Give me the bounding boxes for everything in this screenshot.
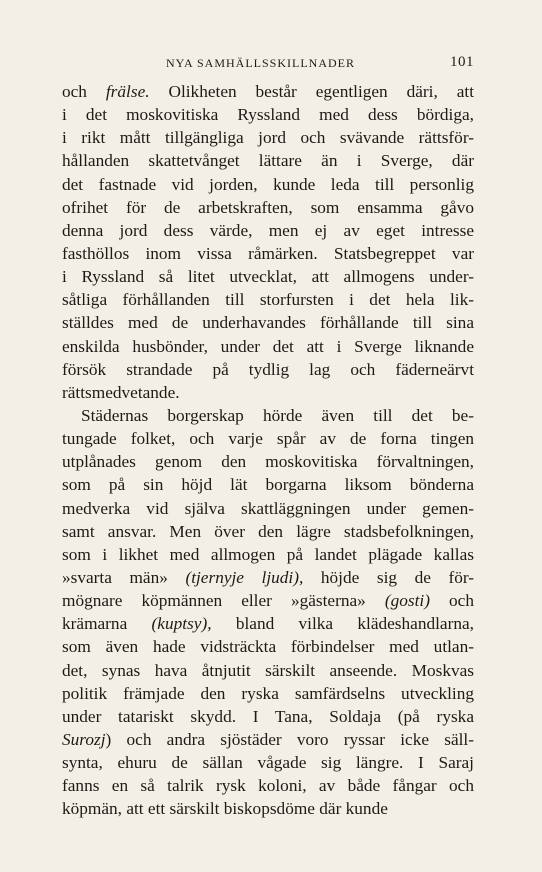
- text-run: enskilda husbönder, under det att i Sverge liknande: [62, 336, 474, 356]
- text-line: [62, 635, 474, 658]
- text-run: och: [429, 591, 474, 611]
- text-run: ) och andra sjöstäder voro ryssar icke säll-: [105, 729, 474, 749]
- text-line: [62, 705, 474, 728]
- text-line: [62, 473, 474, 496]
- text-line: [62, 219, 474, 242]
- text-run: utplånades genom den moskovitiska förvaltningen,: [62, 452, 474, 472]
- text-run: under tatariskt skydd. I Tana, Soldaja (på ryska: [62, 706, 474, 726]
- italic-term: (kuptsy),: [151, 614, 212, 634]
- text-line: [62, 173, 474, 196]
- text-run: fanns en så talrik rysk koloni, av både fångar och: [62, 776, 474, 796]
- text-line: [62, 80, 474, 103]
- text-run: krämarna: [62, 614, 152, 634]
- text-line: [62, 566, 474, 589]
- text-line: [62, 265, 474, 288]
- text-line: [62, 797, 474, 820]
- running-title: NYA SAMHÄLLSSKILLNADER: [166, 56, 356, 70]
- text-line: [62, 543, 474, 566]
- text-run: köpmän, att ett särskilt biskopsdöme där kunde: [62, 799, 388, 819]
- text-line: [62, 427, 474, 450]
- text-line: [62, 311, 474, 334]
- text-line: [62, 288, 474, 311]
- text-line: [62, 196, 474, 219]
- text-run: som även hade vidsträckta förbindelser med utlan-: [62, 637, 474, 657]
- text-run: fasthöllos inom vissa råmärken. Statsbegreppet var: [62, 243, 474, 263]
- text-run: politik främjade den ryska samfärdselns utveckling: [62, 683, 474, 703]
- italic-term: (gosti): [384, 591, 430, 611]
- text-line: [62, 381, 474, 404]
- text-run: ställdes med de underhavandes förhållande till sina: [62, 313, 474, 333]
- body-text: [62, 80, 474, 821]
- text-line: [62, 358, 474, 381]
- text-run: ofrihet för de arbetskraften, som ensamma gåvo: [62, 197, 474, 217]
- text-line: [62, 149, 474, 172]
- text-line: [62, 774, 474, 797]
- text-line: [62, 520, 474, 543]
- text-run: i det moskovitiska Ryssland med dess bördiga,: [62, 105, 474, 125]
- text-run: »svarta män»: [62, 567, 186, 587]
- running-head: [62, 54, 474, 74]
- italic-term: frälse.: [105, 82, 150, 101]
- text-run: höjde sig de för-: [303, 567, 475, 587]
- text-run: som i likhet med allmogen på landet plägade kallas: [62, 544, 474, 564]
- text-line: [62, 612, 474, 635]
- text-line: [62, 497, 474, 520]
- text-run: i Ryssland så litet utvecklat, att allmogens under-: [62, 267, 474, 287]
- italic-term: Surozj: [62, 729, 106, 749]
- text-run: bland vilka klädeshandlarna,: [211, 614, 474, 634]
- text-run: mögnare köpmännen eller »gästerna»: [62, 591, 385, 611]
- text-run: rättsmedvetande.: [62, 382, 180, 402]
- text-line: [62, 404, 474, 427]
- page-number: 101: [450, 54, 474, 70]
- text-line: [62, 126, 474, 149]
- text-run: hållanden skattetvånget lättare än i Sverge, där: [62, 151, 474, 171]
- text-line: [62, 450, 474, 473]
- text-run: Städernas borgerskap hörde även till det be-: [81, 405, 474, 425]
- text-run: och: [62, 82, 106, 101]
- text-run: medverka vid själva skattläggningen under gemen-: [62, 498, 474, 518]
- text-line: [62, 335, 474, 358]
- text-line: [62, 682, 474, 705]
- text-run: denna jord dess värde, men ej av eget intresse: [62, 220, 474, 240]
- text-line: [62, 659, 474, 682]
- text-line: [62, 728, 474, 751]
- text-run: i rikt mått tillgängliga jord och svävande rättsför-: [62, 128, 474, 148]
- text-line: [62, 751, 474, 774]
- text-run: det, synas hava åtnjutit särskilt anseende. Moskvas: [62, 660, 474, 680]
- text-run: det fastnade vid jorden, kunde leda till personlig: [62, 174, 474, 194]
- italic-term: (tjernyje ljudi),: [185, 567, 304, 587]
- text-run: som på sin höjd lät borgarna liksom bönderna: [62, 475, 474, 495]
- text-line: [62, 589, 474, 612]
- text-line: [62, 103, 474, 126]
- text-run: samt ansvar. Men över den lägre stadsbefolkningen,: [62, 521, 474, 541]
- text-run: synta, ehuru de sällan vågade sig längre. I Saraj: [62, 753, 474, 773]
- text-line: [62, 242, 474, 265]
- text-run: Olikheten består egentligen däri, att: [149, 82, 474, 101]
- text-run: försök strandade på tydlig lag och fäderneärvt: [62, 359, 474, 379]
- text-run: tungade folket, och varje spår av de forna tingen: [62, 429, 474, 449]
- text-run: såtliga förhållanden till storfursten i det hela lik-: [62, 290, 474, 310]
